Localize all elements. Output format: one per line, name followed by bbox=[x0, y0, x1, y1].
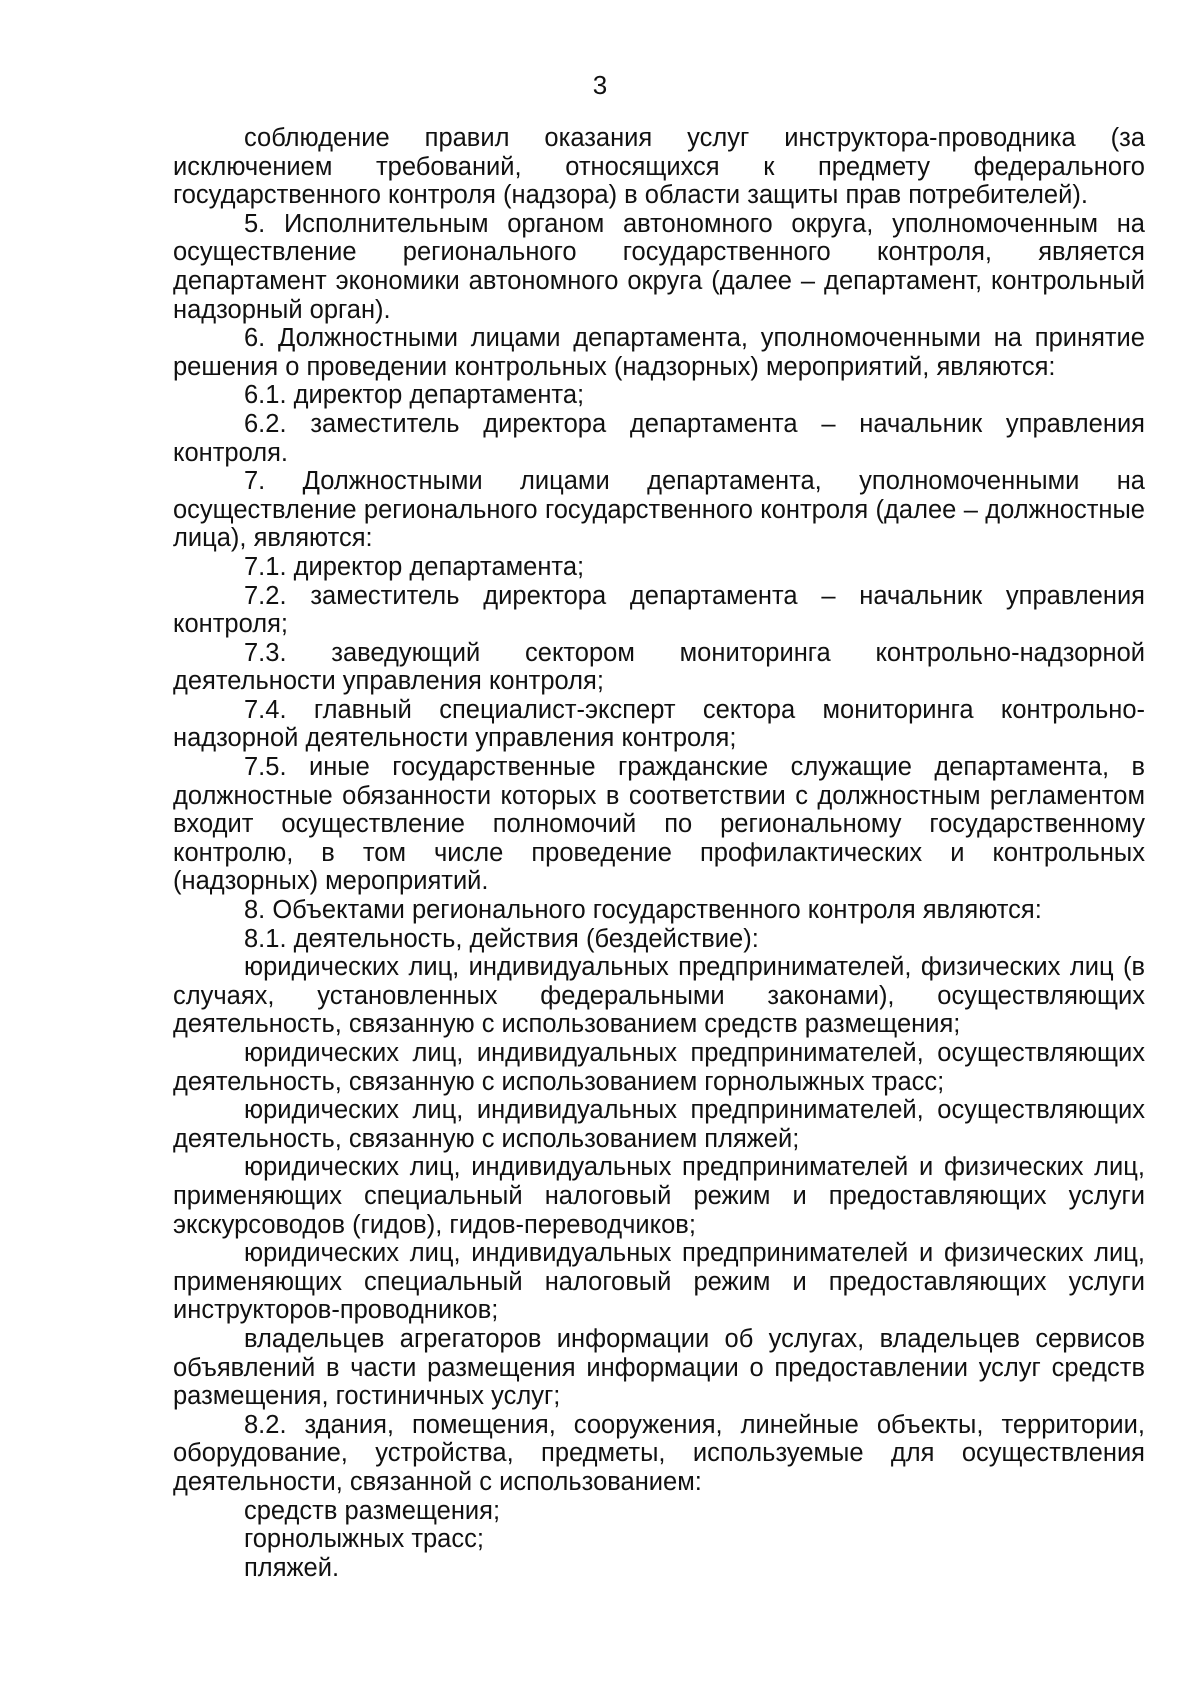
paragraph: 7.5. иные государственные гражданские служащие департамента, в должностные обязанности которых в соответствии с должностным регламентом входит осуществление полномочий по региональному государственному контролю, в том числе проведение профилактических и контрольных (надзорных) мероприятий. bbox=[173, 753, 1145, 896]
paragraph: 6.2. заместитель директора департамента – начальник управления контроля. bbox=[173, 409, 1145, 467]
paragraph: юридических лиц, индивидуальных предпринимателей, физических лиц (в случаях, установленных федеральными законами), осуществляющих деятельность, связанную с использованием средств размещения; bbox=[173, 953, 1145, 1039]
paragraph: 5. Исполнительным органом автономного округа, уполномоченным на осуществление регионального государственного контроля, является департамент экономики автономного округа (далее – департамент, контрольный надзорный орган). bbox=[173, 209, 1145, 324]
paragraph: 6.1. директор департамента; bbox=[244, 381, 585, 410]
paragraph: 6. Должностными лицами департамента, уполномоченными на принятие решения о проведении контрольных (надзорных) мероприятий, являются: bbox=[173, 324, 1145, 381]
paragraph: юридических лиц, индивидуальных предпринимателей и физических лиц, применяющих специальный налоговый режим и предоставляющих услуги экскурсоводов (гидов), гидов-переводчиков; bbox=[173, 1153, 1145, 1239]
paragraph: владельцев агрегаторов информации об услугах, владельцев сервисов объявлений в части размещения информации о предоставлении услуг средств размещения, гостиничных услуг; bbox=[173, 1324, 1145, 1411]
list-item: горнолыжных трасс; bbox=[244, 1525, 484, 1554]
page-number: 3 bbox=[592, 70, 608, 100]
paragraph: 7.2. заместитель директора департамента – начальник управления контроля; bbox=[173, 581, 1145, 639]
paragraph: юридических лиц, индивидуальных предпринимателей и физических лиц, применяющих специальный налоговый режим и предоставляющих услуги инструкторов-проводников; bbox=[173, 1239, 1145, 1325]
paragraph: 7.1. директор департамента; bbox=[244, 552, 585, 581]
document-body bbox=[173, 124, 1145, 1582]
paragraph: юридических лиц, индивидуальных предпринимателей, осуществляющих деятельность, связанную с использованием пляжей; bbox=[173, 1096, 1145, 1153]
paragraph: юридических лиц, индивидуальных предпринимателей, осуществляющих деятельность, связанную с использованием горнолыжных трасс; bbox=[173, 1039, 1145, 1096]
list-item: средств размещения; bbox=[244, 1496, 501, 1525]
list-item: пляжей. bbox=[244, 1553, 340, 1582]
paragraph: 7. Должностными лицами департамента, уполномоченными на осуществление регионального государственного контроля (далее – должностные лица), являются: bbox=[173, 467, 1145, 553]
paragraph: 8. Объектами регионального государственного контроля являются: bbox=[244, 896, 1042, 925]
paragraph: 7.3. заведующий сектором мониторинга контрольно-надзорной деятельности управления контроля; bbox=[173, 638, 1145, 696]
paragraph: 8.2. здания, помещения, сооружения, линейные объекты, территории, оборудование, устройства, предметы, используемые для осуществления деятельности, связанной с использованием: bbox=[173, 1410, 1145, 1496]
paragraph: соблюдение правил оказания услуг инструктора-проводника (за исключением требований, относящихся к предмету федерального государственного контроля (надзора) в области защиты прав потребителей). bbox=[173, 124, 1145, 210]
paragraph: 7.4. главный специалист-эксперт сектора мониторинга контрольно-надзорной деятельности управления контроля; bbox=[173, 695, 1145, 753]
paragraph: 8.1. деятельность, действия (бездействие): bbox=[244, 924, 759, 953]
